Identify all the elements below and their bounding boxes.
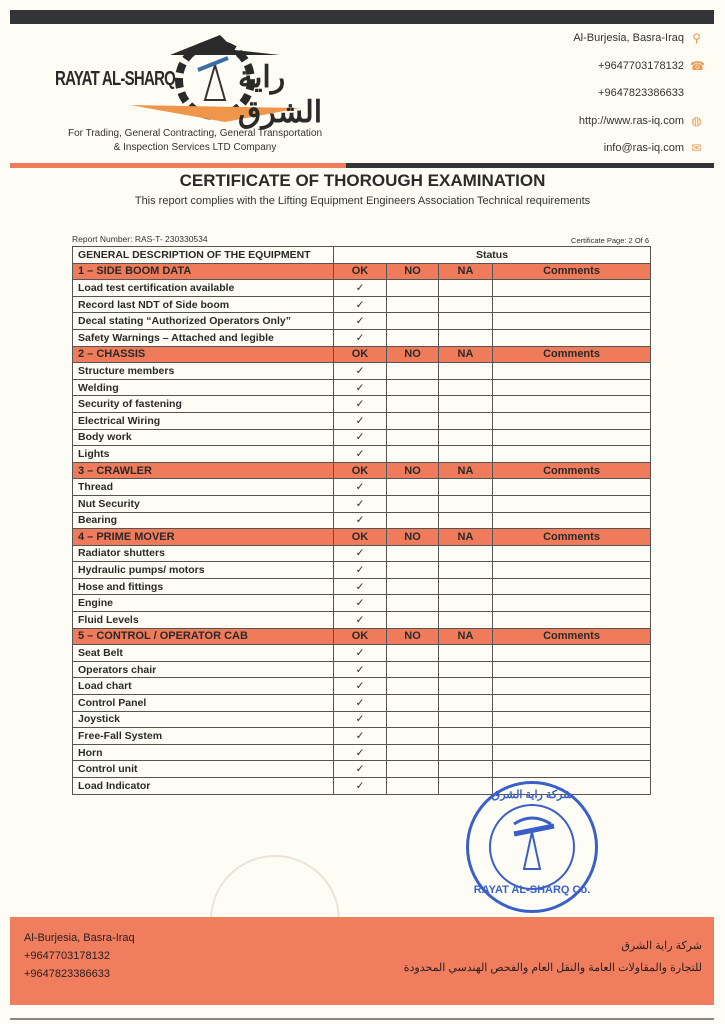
divider-orange	[10, 163, 346, 168]
comments-cell	[493, 595, 651, 612]
ok-check-cell: ✓	[334, 678, 387, 695]
na-cell	[439, 412, 493, 429]
contact-address	[573, 32, 703, 60]
table-row	[73, 313, 651, 330]
table-row	[73, 562, 651, 579]
no-cell	[387, 280, 439, 297]
section-row	[73, 462, 651, 479]
na-cell	[439, 446, 493, 463]
item-label: Welding	[73, 379, 334, 396]
na-cell	[439, 329, 493, 346]
contact-website[interactable]	[573, 115, 703, 143]
item-label: Load chart	[73, 678, 334, 695]
comments-cell	[493, 661, 651, 678]
contact-info	[573, 32, 703, 170]
na-cell	[439, 578, 493, 595]
table-row	[73, 645, 651, 662]
no-cell	[387, 512, 439, 529]
no-cell	[387, 396, 439, 413]
item-label: Electrical Wiring	[73, 412, 334, 429]
section-title: 2 – CHASSIS	[73, 346, 334, 363]
col-header-na: NA	[439, 346, 493, 363]
globe-icon: ◍	[691, 113, 702, 128]
phone-text: +9647703178132	[598, 59, 684, 72]
comments-cell	[493, 363, 651, 380]
no-cell	[387, 495, 439, 512]
table-row	[73, 446, 651, 463]
no-cell	[387, 412, 439, 429]
ok-check-cell: ✓	[334, 761, 387, 778]
page-subtitle: This report complies with the Lifting Equipment Engineers Association Technical requirements	[134, 195, 591, 207]
comments-cell	[493, 744, 651, 761]
comments-cell	[493, 396, 651, 413]
no-cell	[387, 695, 439, 712]
table-row	[73, 280, 651, 297]
table-row	[73, 429, 651, 446]
footer-arabic-line-2: للتجارة والمقاولات العامة والنقل العام والفحص الهندسي المحدودة	[403, 962, 702, 974]
na-cell	[439, 429, 493, 446]
item-label: Joystick	[73, 711, 334, 728]
comments-cell	[493, 512, 651, 529]
na-cell	[439, 645, 493, 662]
contact-phone-1	[573, 60, 703, 88]
table-row	[73, 578, 651, 595]
col-header-no: NO	[387, 529, 439, 546]
na-cell	[439, 744, 493, 761]
comments-cell	[493, 379, 651, 396]
col-header-no: NO	[387, 628, 439, 645]
footer-arabic-line-1: شركة راية الشرق	[621, 940, 702, 952]
table-row	[73, 396, 651, 413]
col-header-comments: Comments	[493, 462, 651, 479]
website-link[interactable]: http://www.ras-iq.com	[578, 114, 684, 127]
col-header-ok: OK	[334, 346, 387, 363]
comments-cell	[493, 329, 651, 346]
table-row	[73, 412, 651, 429]
no-cell	[387, 761, 439, 778]
item-label: Control Panel	[73, 695, 334, 712]
comments-cell	[493, 578, 651, 595]
section-title: 5 – CONTROL / OPERATOR CAB	[73, 628, 334, 645]
bottom-line	[10, 1018, 714, 1020]
ok-check-cell: ✓	[334, 545, 387, 562]
col-header-comments: Comments	[493, 263, 651, 280]
item-label: Engine	[73, 595, 334, 612]
col-header-ok: OK	[334, 628, 387, 645]
comments-cell	[493, 495, 651, 512]
ok-check-cell: ✓	[334, 744, 387, 761]
table-row	[73, 512, 651, 529]
col-header-comments: Comments	[493, 529, 651, 546]
na-cell	[439, 363, 493, 380]
ok-check-cell: ✓	[334, 479, 387, 496]
col-header-no: NO	[387, 346, 439, 363]
comments-cell	[493, 728, 651, 745]
na-cell	[439, 313, 493, 330]
item-label: Record last NDT of Side boom	[73, 296, 334, 313]
section-row	[73, 263, 651, 280]
tagline-line-2: & Inspection Services LTD Company	[113, 142, 277, 153]
email-link[interactable]: info@ras-iq.com	[603, 142, 684, 154]
ok-check-cell: ✓	[334, 578, 387, 595]
na-cell	[439, 512, 493, 529]
footer-address: Al-Burjesia, Basra-Iraq	[24, 932, 135, 944]
table-row	[73, 678, 651, 695]
page-title: CERTIFICATE OF THOROUGH EXAMINATION	[179, 171, 546, 190]
ok-check-cell: ✓	[334, 645, 387, 662]
item-label: Operators chair	[73, 661, 334, 678]
comments-cell	[493, 761, 651, 778]
col-header-na: NA	[439, 462, 493, 479]
phone-icon: ☎	[690, 58, 705, 73]
no-cell	[387, 429, 439, 446]
item-label: Control unit	[73, 761, 334, 778]
divider-dark	[346, 163, 714, 168]
item-label: Thread	[73, 479, 334, 496]
comments-cell	[493, 678, 651, 695]
comments-cell	[493, 429, 651, 446]
table-row	[73, 545, 651, 562]
col-header-no: NO	[387, 462, 439, 479]
stamp-text-ar: شركة راية الشرق	[491, 789, 573, 801]
na-cell	[439, 595, 493, 612]
comments-cell	[493, 711, 651, 728]
no-cell	[387, 363, 439, 380]
no-cell	[387, 612, 439, 629]
logo-text-ar: راية الشرق	[238, 61, 323, 129]
na-cell	[439, 711, 493, 728]
footer	[10, 917, 714, 1005]
tagline-line-1: For Trading, General Contracting, General Transportation	[67, 128, 323, 139]
table-row	[73, 711, 651, 728]
comments-cell	[493, 562, 651, 579]
no-cell	[387, 313, 439, 330]
table-row	[73, 495, 651, 512]
no-cell	[387, 678, 439, 695]
item-label: Body work	[73, 429, 334, 446]
comments-cell	[493, 296, 651, 313]
ok-check-cell: ✓	[334, 396, 387, 413]
ok-check-cell: ✓	[334, 329, 387, 346]
item-label: Structure members	[73, 363, 334, 380]
comments-cell	[493, 612, 651, 629]
col-header-comments: Comments	[493, 628, 651, 645]
footer-contact	[24, 929, 135, 983]
table-row	[73, 379, 651, 396]
contact-phone-2	[573, 87, 703, 115]
comments-cell	[493, 695, 651, 712]
na-cell	[439, 280, 493, 297]
top-bar	[10, 10, 714, 24]
inspection-table	[72, 246, 651, 795]
table-row	[73, 329, 651, 346]
ok-check-cell: ✓	[334, 495, 387, 512]
ok-check-cell: ✓	[334, 728, 387, 745]
company-logo	[50, 30, 350, 130]
ok-check-cell: ✓	[334, 313, 387, 330]
section-row	[73, 346, 651, 363]
na-cell	[439, 728, 493, 745]
no-cell	[387, 711, 439, 728]
table-header-row	[73, 247, 651, 264]
section-row	[73, 529, 651, 546]
ok-check-cell: ✓	[334, 296, 387, 313]
item-label: Load Indicator	[73, 778, 334, 795]
ok-check-cell: ✓	[334, 363, 387, 380]
col-header-no: NO	[387, 263, 439, 280]
na-cell	[439, 495, 493, 512]
item-label: Decal stating “Authorized Operators Only”	[73, 313, 334, 330]
comments-cell	[493, 479, 651, 496]
ok-check-cell: ✓	[334, 429, 387, 446]
col-header-ok: OK	[334, 529, 387, 546]
ok-check-cell: ✓	[334, 612, 387, 629]
comments-cell	[493, 545, 651, 562]
no-cell	[387, 446, 439, 463]
na-cell	[439, 695, 493, 712]
na-cell	[439, 396, 493, 413]
ok-check-cell: ✓	[334, 562, 387, 579]
item-label: Seat Belt	[73, 645, 334, 662]
status-header: Status	[334, 247, 651, 264]
na-cell	[439, 379, 493, 396]
comments-cell	[493, 645, 651, 662]
section-title: 4 – PRIME MOVER	[73, 529, 334, 546]
comments-cell	[493, 313, 651, 330]
item-label: Free-Fall System	[73, 728, 334, 745]
ok-check-cell: ✓	[334, 280, 387, 297]
no-cell	[387, 329, 439, 346]
ok-check-cell: ✓	[334, 446, 387, 463]
table-row	[73, 728, 651, 745]
item-label: Fluid Levels	[73, 612, 334, 629]
table-row	[73, 479, 651, 496]
na-cell	[439, 661, 493, 678]
mail-icon: ✉	[691, 141, 702, 155]
col-header-na: NA	[439, 263, 493, 280]
address-text: Al-Burjesia, Basra-Iraq	[573, 32, 684, 44]
certificate-page: Certificate Page: 2 Of 6	[571, 236, 649, 245]
section-row	[73, 628, 651, 645]
company-tagline	[40, 127, 350, 155]
col-header-na: NA	[439, 529, 493, 546]
table-row	[73, 595, 651, 612]
item-label: Lights	[73, 446, 334, 463]
no-cell	[387, 645, 439, 662]
comments-cell	[493, 446, 651, 463]
ok-check-cell: ✓	[334, 595, 387, 612]
table-row	[73, 612, 651, 629]
col-header-comments: Comments	[493, 346, 651, 363]
no-cell	[387, 562, 439, 579]
na-cell	[439, 545, 493, 562]
comments-cell	[493, 280, 651, 297]
logo-text-en: RAYAT AL-SHARQ	[55, 68, 176, 90]
ok-check-cell: ✓	[334, 695, 387, 712]
table-row	[73, 661, 651, 678]
no-cell	[387, 545, 439, 562]
na-cell	[439, 562, 493, 579]
ok-check-cell: ✓	[334, 661, 387, 678]
item-label: Security of fastening	[73, 396, 334, 413]
stamp-text: RAYAT AL-SHARQ Co.	[473, 884, 591, 896]
item-label: Bearing	[73, 512, 334, 529]
no-cell	[387, 379, 439, 396]
no-cell	[387, 728, 439, 745]
na-cell	[439, 612, 493, 629]
section-title: 1 – SIDE BOOM DATA	[73, 263, 334, 280]
ok-check-cell: ✓	[334, 379, 387, 396]
footer-phone-2: +9647823386633	[24, 968, 110, 980]
ok-check-cell: ✓	[334, 512, 387, 529]
col-header-ok: OK	[334, 462, 387, 479]
desc-header: GENERAL DESCRIPTION OF THE EQUIPMENT	[73, 247, 334, 264]
footer-arabic	[404, 935, 702, 979]
no-cell	[387, 595, 439, 612]
item-label: Hose and fittings	[73, 578, 334, 595]
table-row	[73, 296, 651, 313]
no-cell	[387, 744, 439, 761]
section-title: 3 – CRAWLER	[73, 462, 334, 479]
footer-phone-1: +9647703178132	[24, 950, 110, 962]
item-label: Horn	[73, 744, 334, 761]
item-label: Hydraulic pumps/ motors	[73, 562, 334, 579]
location-pin-icon: ⚲	[692, 31, 701, 45]
table-row	[73, 761, 651, 778]
no-cell	[387, 578, 439, 595]
no-cell	[387, 296, 439, 313]
no-cell	[387, 661, 439, 678]
ok-check-cell: ✓	[334, 412, 387, 429]
table-row	[73, 695, 651, 712]
item-label: Load test certification available	[73, 280, 334, 297]
na-cell	[439, 678, 493, 695]
item-label: Radiator shutters	[73, 545, 334, 562]
no-cell	[387, 479, 439, 496]
table-row	[73, 363, 651, 380]
na-cell	[439, 479, 493, 496]
item-label: Nut Security	[73, 495, 334, 512]
table-row	[73, 744, 651, 761]
comments-cell	[493, 412, 651, 429]
col-header-na: NA	[439, 628, 493, 645]
col-header-ok: OK	[334, 263, 387, 280]
phone-text: +9647823386633	[598, 87, 684, 99]
ok-check-cell: ✓	[334, 778, 387, 795]
no-cell	[387, 778, 439, 795]
report-number: Report Number: RAS-T- 230330534	[72, 234, 208, 244]
na-cell	[439, 296, 493, 313]
ok-check-cell: ✓	[334, 711, 387, 728]
company-stamp	[466, 781, 598, 913]
na-cell	[439, 761, 493, 778]
item-label: Safety Warnings – Attached and legible	[73, 329, 334, 346]
